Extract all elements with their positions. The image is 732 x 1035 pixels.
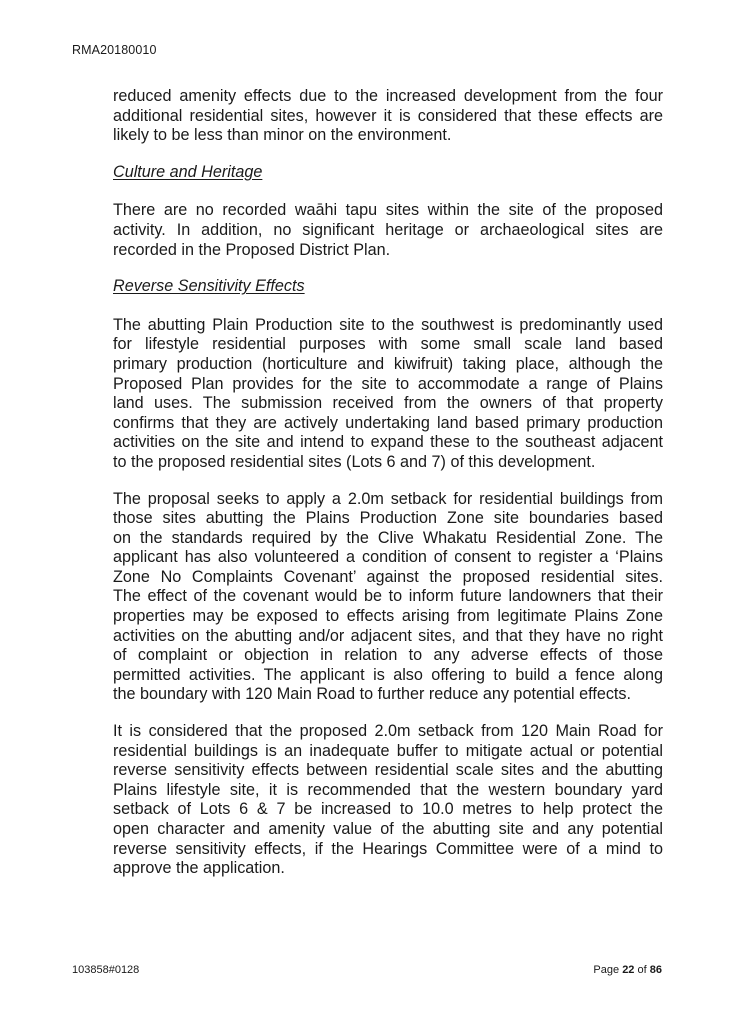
text-line: permitted activities. The applicant is also offering to build a fence along xyxy=(113,665,663,684)
text-line: reduced amenity effects due to the increased development from the four xyxy=(113,87,663,105)
text-line: additional residential sites, however it is considered that these effects are xyxy=(113,106,663,125)
text-line: confirms that they are actively undertaking land based primary production xyxy=(113,413,663,432)
text-line: those sites abutting the Plains Production Zone site boundaries based xyxy=(113,509,663,528)
heading-reverse-sensitivity: Reverse Sensitivity Effects xyxy=(113,277,305,296)
paragraph-amenity xyxy=(113,87,663,146)
footer-document-id: 103858#0128 xyxy=(72,964,140,976)
paragraph-culture xyxy=(113,201,663,260)
text-line: applicant has also volunteered a condition of consent to register a ‘Plains xyxy=(113,548,663,567)
text-line: activity. In addition, no significant heritage or archaeological sites are xyxy=(113,220,663,239)
page-total: 86 xyxy=(649,964,662,976)
paragraph-recommendation xyxy=(113,722,663,879)
text-line: residential buildings is an inadequate buffer to mitigate actual or potential xyxy=(113,741,663,760)
text-line: on the standards required by the Clive Whakatu Residential Zone. The xyxy=(113,528,663,547)
text-line: land uses. The submission received from the owners of that property xyxy=(113,394,663,413)
text-line: properties may be exposed to effects arising from legitimate Plains Zone xyxy=(113,607,663,626)
text-line: reverse sensitivity effects between residential scale sites and the abutting xyxy=(113,761,663,780)
paragraph-plain-production xyxy=(113,316,663,473)
page-of: of xyxy=(637,964,647,976)
text-line: Zone No Complaints Covenant’ against the proposed residential sites. xyxy=(113,567,663,586)
text-line: The proposal seeks to apply a 2.0m setback for residential buildings from xyxy=(113,489,663,508)
text-line: to the proposed residential sites (Lots 6 and 7) of this development. xyxy=(113,452,596,471)
text-line: activities on the abutting and/or adjacent sites, and that they have no right xyxy=(113,626,663,645)
paragraph-setback-proposal xyxy=(113,490,663,706)
text-line: open character and amenity value of the abutting site and any potential xyxy=(113,820,663,838)
text-line: recorded in the Proposed District Plan. xyxy=(113,240,391,259)
text-line: for lifestyle residential purposes with some small scale land based xyxy=(113,335,663,354)
text-line: reverse sensitivity effects, if the Hearings Committee were of a mind to xyxy=(113,839,663,858)
heading-culture-heritage: Culture and Heritage xyxy=(113,162,263,181)
page-word: Page xyxy=(593,964,620,976)
footer-page-number xyxy=(593,964,662,976)
page-current: 22 xyxy=(622,964,635,976)
text-line: activities on the site and intend to expand these to the southeast adjacent xyxy=(113,433,663,452)
text-line: Plains lifestyle site, it is recommended that the western boundary yard xyxy=(113,780,663,799)
text-line: Proposed Plan provides for the site to accommodate a range of Plains xyxy=(113,374,663,393)
text-line: primary production (horticulture and kiwifruit) taking place, although the xyxy=(113,354,663,373)
page-body xyxy=(113,87,663,879)
text-line: setback of Lots 6 & 7 be increased to 10.0 metres to help protect the xyxy=(113,800,663,819)
text-line: of complaint or objection in relation to any adverse effects of those xyxy=(113,646,663,665)
text-line: the boundary with 120 Main Road to further reduce any potential effects. xyxy=(113,685,632,704)
document-reference: RMA20180010 xyxy=(72,43,157,57)
text-line: The abutting Plain Production site to the southwest is predominantly used xyxy=(113,315,663,334)
text-line: It is considered that the proposed 2.0m setback from 120 Main Road for xyxy=(113,722,663,741)
text-line: The effect of the covenant would be to inform future landowners that their xyxy=(113,587,663,606)
text-line: approve the application. xyxy=(113,859,285,878)
text-line: There are no recorded waāhi tapu sites within the site of the proposed xyxy=(113,201,663,220)
text-line: likely to be less than minor on the environment. xyxy=(113,126,452,145)
